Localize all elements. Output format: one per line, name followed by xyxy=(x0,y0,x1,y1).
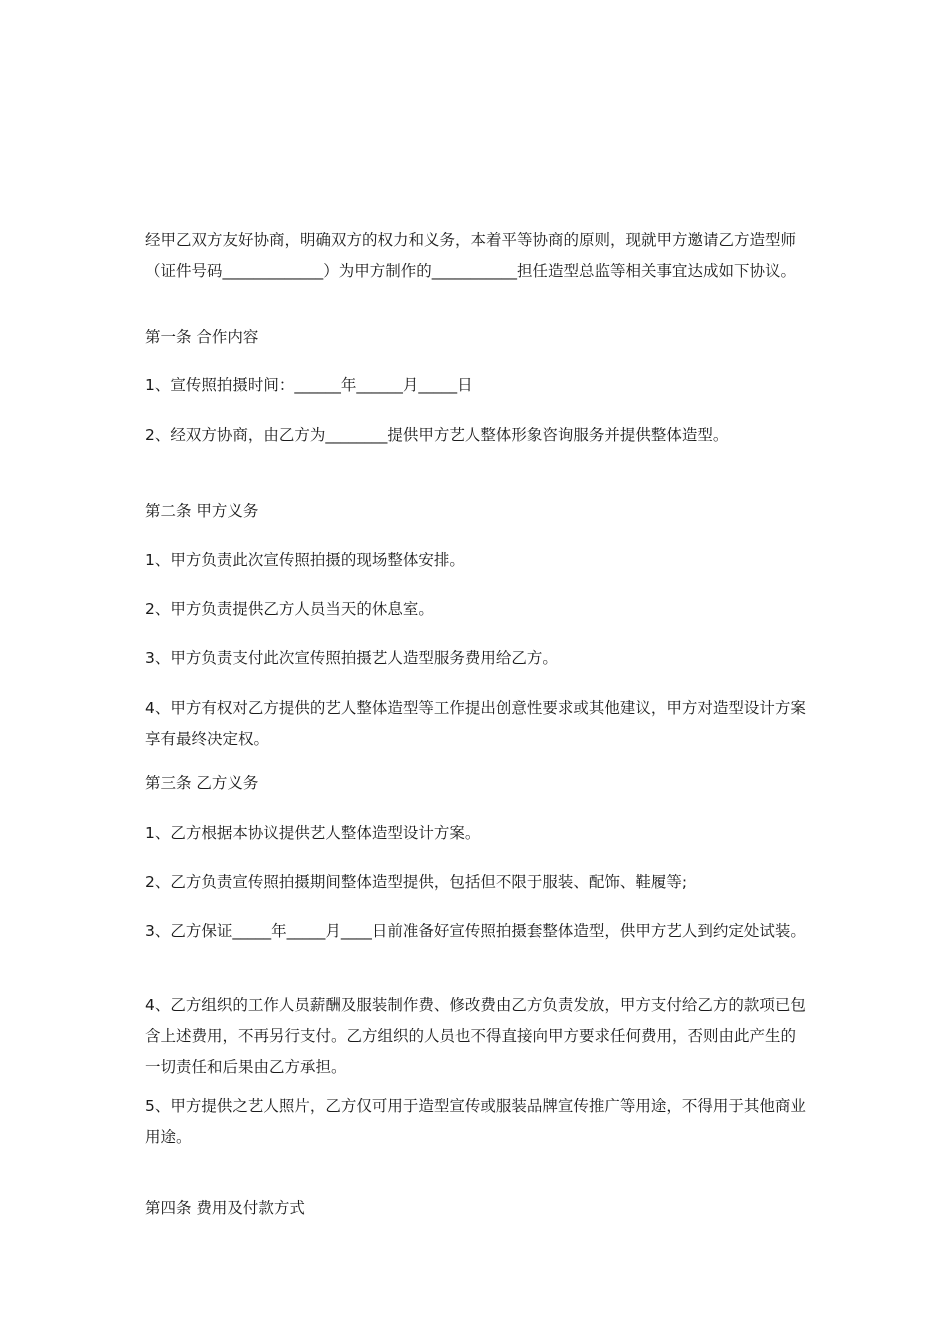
article2-item-3: 3、甲方负责支付此次宣传照拍摄艺人造型服务费用给乙方。 xyxy=(145,649,558,667)
article3-item-4: 4、乙方组织的工作人员薪酬及服装制作费、修改费由乙方负责发放，甲方支付给乙方的款项已包含上述费用，不再另行支付。乙方组织的人员也不得直接向甲方要求任何费用，否则由此产生的一切责任和后果由乙方承担。 xyxy=(145,996,806,1076)
article1-item-2: 2、经双方协商，由乙方为________提供甲方艺人整体形象咨询服务并提供整体造型。 xyxy=(145,426,729,444)
article3-item-1: 1、乙方根据本协议提供艺人整体造型设计方案。 xyxy=(145,824,481,842)
article2-item-1: 1、甲方负责此次宣传照拍摄的现场整体安排。 xyxy=(145,551,465,569)
intro-paragraph: 经甲乙双方友好协商，明确双方的权力和义务，本着平等协商的原则，现就甲方邀请乙方造型师（证件号码_____________）为甲方制作的___________担任造型总监等相关事宜达成如下协议。 xyxy=(145,231,797,280)
article3-item-5: 5、甲方提供之艺人照片，乙方仅可用于造型宣传或服装品牌宣传推广等用途，不得用于其他商业用途。 xyxy=(145,1097,806,1146)
article4-heading: 第四条 费用及付款方式 xyxy=(145,1199,305,1217)
article1-item-1: 1、宣传照拍摄时间：______年______月_____日 xyxy=(145,376,473,394)
article2-item-4: 4、甲方有权对乙方提供的艺人整体造型等工作提出创意性要求或其他建议，甲方对造型设计方案享有最终决定权。 xyxy=(145,699,806,748)
article3-heading: 第三条 乙方义务 xyxy=(145,774,259,792)
article3-item-3: 3、乙方保证_____年_____月____日前准备好宣传照拍摄套整体造型，供甲方艺人到约定处试装。 xyxy=(145,922,806,940)
article2-heading: 第二条 甲方义务 xyxy=(145,502,259,520)
article1-heading: 第一条 合作内容 xyxy=(145,328,259,346)
article2-item-2: 2、甲方负责提供乙方人员当天的休息室。 xyxy=(145,600,434,618)
article3-item-2: 2、乙方负责宣传照拍摄期间整体造型提供，包括但不限于服装、配饰、鞋履等; xyxy=(145,873,688,891)
